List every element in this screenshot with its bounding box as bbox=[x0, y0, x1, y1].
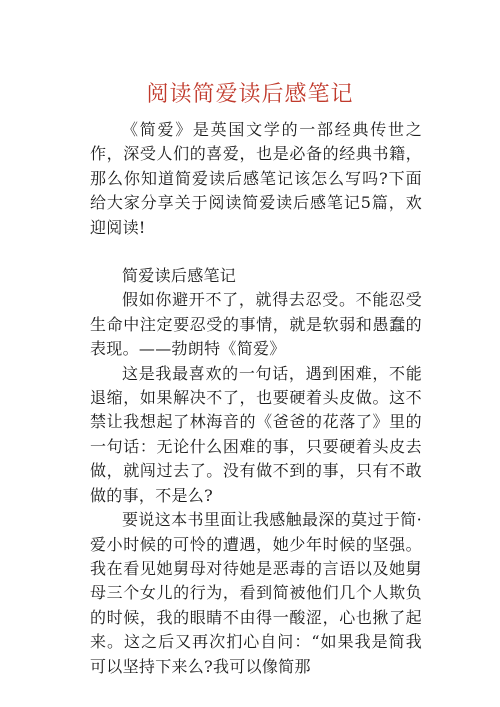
section-heading: 简爱读后感笔记 bbox=[122, 266, 237, 286]
body-paragraph: 这是我最喜欢的一句话，遇到困难，不能退缩，如果解决不了，也要硬着头皮做。这不禁让我想起了林海音的《爸爸的花落了》里的一句话：无论什么困难的事，只要硬着头皮去做，就闯过去了。没有做不到的事，只有不敢做的事，不是么? bbox=[90, 363, 422, 505]
document-title: 阅读简爱读后感笔记 bbox=[146, 82, 354, 107]
body-paragraph: 要说这本书里面让我感触最深的莫过于简·爱小时候的可怜的遭遇，她少年时候的坚强。我在看见她舅母对待她是恶毒的言语以及她舅母三个女儿的行为，看到简被他们几个人欺负的时候，我的眼睛不由得一酸涩，心也揪了起来。这之后又再次扪心自问：“如果我是简我可以坚持下来么?我可以像简那 bbox=[90, 510, 422, 676]
intro-paragraph: 《简爱》是英国文学的一部经典传世之作，深受人们的喜爱，也是必备的经典书籍，那么你知道简爱读后感笔记该怎么写吗?下面给大家分享关于阅读简爱读后感笔记5篇，欢迎阅读! bbox=[90, 120, 422, 237]
quote-paragraph: 假如你避开不了，就得去忍受。不能忍受生命中注定要忍受的事情，就是软弱和愚蠢的表现。——勃朗特《简爱》 bbox=[90, 290, 422, 359]
document-body bbox=[90, 118, 422, 679]
